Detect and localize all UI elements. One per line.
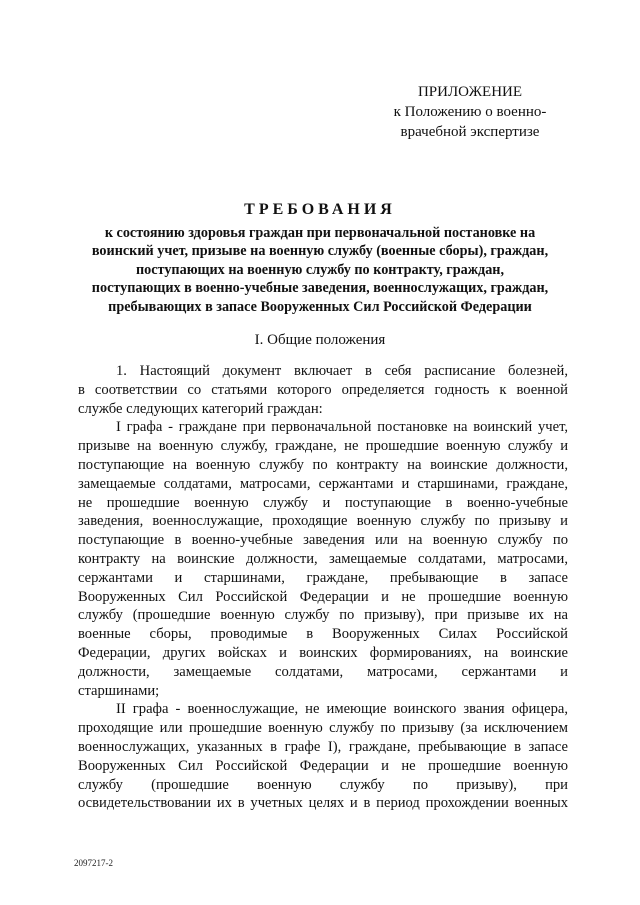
appendix-label: ПРИЛОЖЕНИЕ (417, 84, 523, 100)
paragraph (78, 362, 568, 418)
paragraph-line: службу (прошедшие военную службу по призыву), при (78, 776, 568, 793)
subtitle-line: воинский учет, призыве на военную службу (военные сборы), граждан, (91, 243, 549, 260)
appendix-header (360, 82, 580, 142)
paragraph-line: военные сборы, проводимые в Вооруженных Силах Российской (78, 626, 568, 643)
document-title: ТРЕБОВАНИЯ (244, 201, 396, 218)
document-subtitle (70, 224, 570, 316)
subtitle-line: поступающих в военно-учебные заведения, военнослужащих, граждан, (91, 280, 549, 297)
paragraph-line: военнослужащих, указанных в графе I), граждане, пребывающие в запасе (78, 738, 568, 755)
paragraph-line: контракту на воинские должности, замещаемые солдатами, матросами, (78, 550, 568, 567)
paragraph-line: заведения, военнослужащие, проходящие военную службу по призыву и (78, 513, 568, 530)
paragraph-line: поступающие на военную службу по контракту на воинские должности, (78, 456, 568, 473)
document-code: 2097217-2 (74, 858, 113, 868)
paragraph-line: службе следующих категорий граждан: (78, 400, 323, 417)
paragraph-line: призыве на военную службу, граждане, не прошедшие военную службу и (78, 438, 568, 455)
paragraph (78, 700, 568, 813)
appendix-reference-line-2: врачебной экспертизе (400, 124, 540, 140)
paragraph-line: должности, замещаемые солдатами, матросами, сержантами и (78, 663, 568, 680)
paragraph-line: 1. Настоящий документ включает в себя расписание болезней, (116, 363, 568, 379)
section-heading: I. Общие положения (254, 332, 386, 348)
paragraph-line: I графа - граждане при первоначальной постановке на воинский учет, (116, 419, 568, 436)
appendix-reference-line-1: к Положению о военно- (393, 104, 547, 120)
paragraph-line: не прошедшие военную службу и поступающие в военно-учебные (78, 494, 568, 511)
subtitle-line: пребывающих в запасе Вооруженных Сил Российской Федерации (108, 298, 532, 315)
paragraph (78, 418, 568, 700)
paragraph-line: старшинами; (78, 682, 160, 699)
paragraph-line: Федерации, других войсках и воинских формированиях, на воинские (78, 644, 568, 661)
paragraph-line: проходящие или прошедшие военную службу по призыву (за исключением (78, 720, 568, 737)
paragraph-line: сержантами и старшинами, граждане, пребывающие в запасе (78, 569, 568, 586)
paragraph-line: освидетельствовании их в учетных целях и в период прохождении военных (78, 795, 568, 812)
paragraph-line: в соответствии со статьями которого определяется годность к военной (78, 381, 568, 398)
paragraph-line: поступающие в военно-учебные заведения или на военную службу по (78, 532, 568, 549)
paragraph-line: службу (прошедшие военную службу по призыву), при призыве их на (78, 607, 568, 624)
paragraph-line: Вооруженных Сил Российской Федерации и не прошедшие военную (78, 588, 568, 605)
subtitle-line: к состоянию здоровья граждан при первоначальной постановке на (104, 225, 536, 241)
paragraph-line: II графа - военнослужащие, не имеющие воинского звания офицера, (116, 701, 568, 718)
document-body (78, 362, 568, 813)
paragraph-line: замещаемые солдатами, матросами, сержантами и старшинами, граждане, (78, 475, 568, 492)
subtitle-line: поступающих на военную службу по контракту, граждан, (135, 261, 505, 278)
paragraph-line: Вооруженных Сил Российской Федерации и не прошедшие военную (78, 757, 568, 774)
